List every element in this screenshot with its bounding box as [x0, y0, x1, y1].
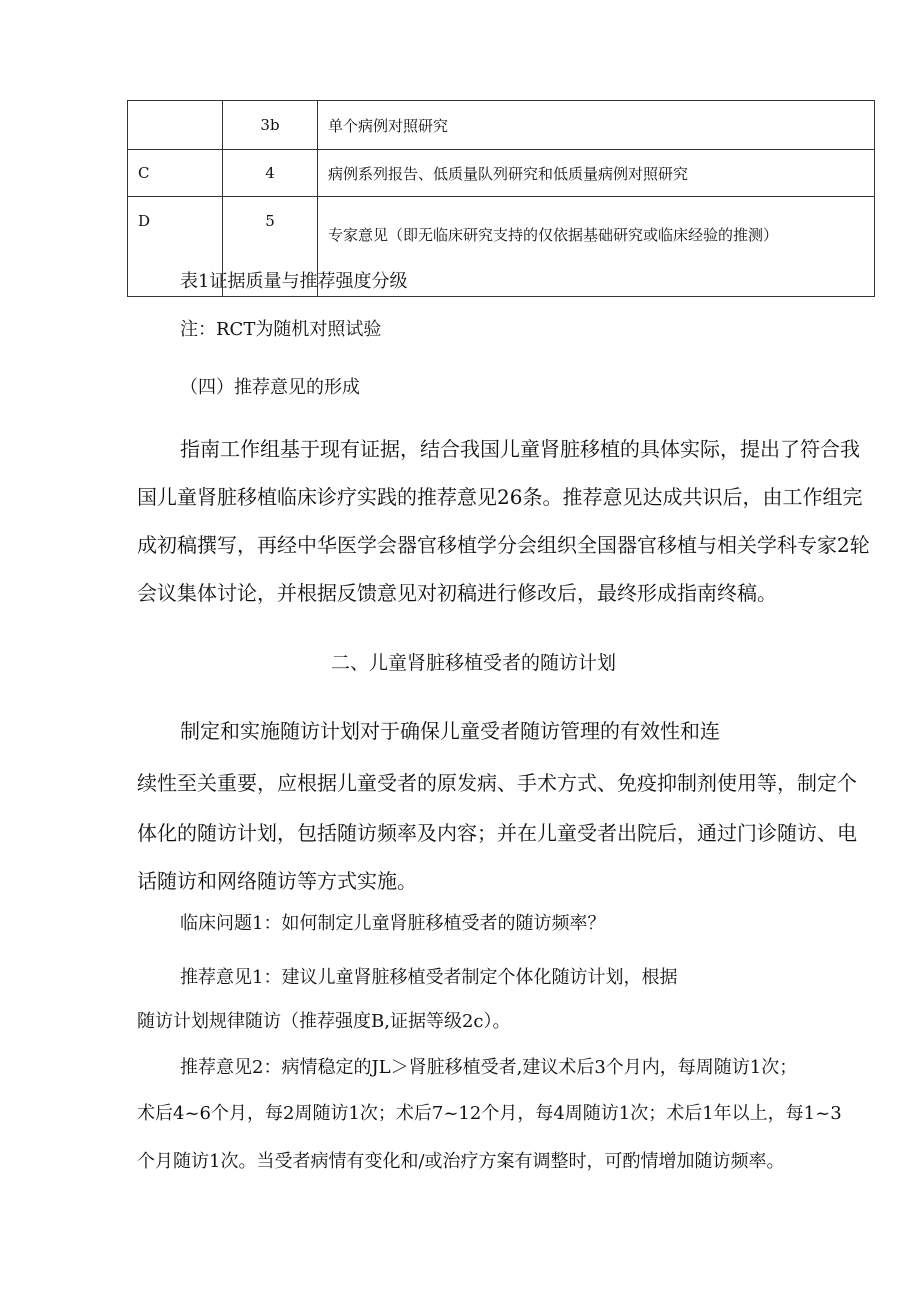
section-heading-2: 二、儿童肾脏移植受者的随访计划	[330, 652, 616, 674]
grade-cell: C	[128, 150, 223, 197]
recommendation-1-line: 随访计划规律随访（推荐强度B,证据等级2c）。	[137, 1011, 511, 1032]
description-cell: 专家意见（即无临床研究支持的仅依据基础研究或临床经验的推测）	[318, 197, 875, 297]
paragraph-line: 制定和实施随访计划对于确保儿童受者随访管理的有效性和连	[180, 719, 720, 743]
clinical-question-1: 临床问题1：如何制定儿童肾脏移植受者的随访频率？	[180, 913, 606, 934]
description-cell: 单个病例对照研究	[318, 101, 875, 150]
level-cell: 3b	[223, 101, 318, 150]
table-note: 注：RCT为随机对照试验	[180, 319, 382, 340]
paragraph-line: 指南工作组基于现有证据，结合我国儿童肾脏移植的具体实际，提出了符合我	[180, 437, 860, 461]
recommendation-2-line: 推荐意见2：病情稳定的JL＞肾脏移植受者,建议术后3个月内，每周随访1次；	[180, 1057, 798, 1078]
paragraph-line: 会议集体讨论，并根据反馈意见对初稿进行修改后，最终形成指南终稿。	[137, 581, 777, 605]
recommendation-2-line: 术后4~6个月，每2周随访1次；术后7~12个月，每4周随访1次；术后1年以上，每1~3	[137, 1103, 842, 1124]
table-row	[128, 150, 875, 197]
paragraph-line: 国儿童肾脏移植临床诊疗实践的推荐意见26条。推荐意见达成共识后，由工作组完	[137, 485, 863, 509]
section-heading-4: （四）推荐意见的形成	[180, 377, 360, 398]
recommendation-1-line: 推荐意见1：建议儿童肾脏移植受者制定个体化随访计划，根据	[180, 967, 678, 988]
evidence-grade-table	[127, 100, 875, 297]
paragraph-line: 续性至关重要，应根据儿童受者的原发病、手术方式、免疫抑制剂使用等，制定个	[137, 771, 857, 795]
paragraph-line: 体化的随访计划，包括随访频率及内容；并在儿童受者出院后，通过门诊随访、电	[137, 821, 857, 845]
paragraph-line: 成初稿撰写，再经中华医学会器官移植学分会组织全国器官移植与相关学科专家2轮	[137, 533, 870, 557]
grade-cell: D	[128, 197, 223, 297]
table-row	[128, 101, 875, 150]
paragraph-line: 话随访和网络随访等方式实施。	[137, 869, 417, 893]
table-caption: 表1证据质量与推荐强度分级	[180, 271, 408, 292]
recommendation-2-line: 个月随访1次。当受者病情有变化和/或治疗方案有调整时，可酌情增加随访频率。	[137, 1151, 785, 1172]
description-cell: 病例系列报告、低质量队列研究和低质量病例对照研究	[318, 150, 875, 197]
level-cell: 4	[223, 150, 318, 197]
level-cell: 5	[223, 197, 318, 297]
grade-cell	[128, 101, 223, 150]
